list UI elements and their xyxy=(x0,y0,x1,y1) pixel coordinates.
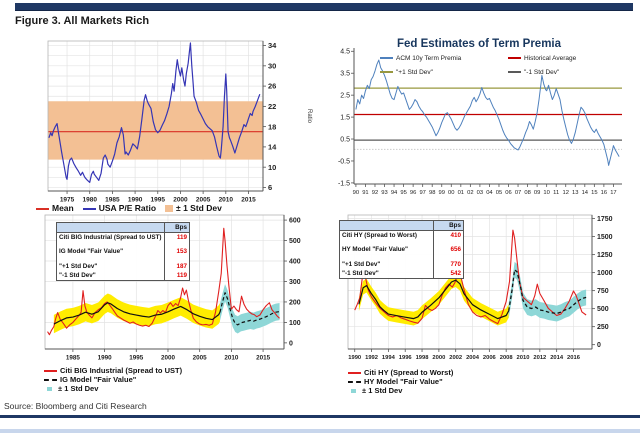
legend-label: ± 1 Std Dev xyxy=(58,384,99,393)
legend-item-citi-hy xyxy=(348,368,453,377)
svg-text:1990: 1990 xyxy=(127,196,143,204)
svg-text:17: 17 xyxy=(610,189,617,196)
svg-text:95: 95 xyxy=(400,189,407,196)
table-row xyxy=(57,233,190,243)
table-row xyxy=(340,269,464,279)
citi-big-line-swatch xyxy=(44,370,57,372)
ig-model-dash-swatch xyxy=(44,379,57,381)
svg-text:6: 6 xyxy=(268,183,273,193)
svg-text:03: 03 xyxy=(476,189,484,196)
svg-text:1975: 1975 xyxy=(59,196,75,204)
svg-text:99: 99 xyxy=(438,189,445,196)
svg-text:07: 07 xyxy=(514,189,522,196)
legend-item-hist-avg xyxy=(508,55,636,62)
svg-text:93: 93 xyxy=(381,189,388,196)
legend-item-citi-big xyxy=(44,366,182,375)
svg-text:00: 00 xyxy=(448,189,455,196)
row-label: Citi BIG Industrial (Spread to UST) xyxy=(59,234,162,242)
svg-text:2002: 2002 xyxy=(449,354,463,361)
svg-text:0.5: 0.5 xyxy=(340,136,350,144)
table-row xyxy=(340,240,464,254)
svg-text:1994: 1994 xyxy=(381,354,395,361)
svg-text:500: 500 xyxy=(597,306,609,314)
legend-item-ig-model xyxy=(44,375,182,384)
row-label: Citi HY (Spread to Worst) xyxy=(342,232,417,240)
svg-text:2010: 2010 xyxy=(218,196,234,204)
hy-model-dash-swatch xyxy=(348,381,361,383)
svg-text:05: 05 xyxy=(495,189,503,196)
pe-line-swatch xyxy=(83,208,96,210)
svg-text:96: 96 xyxy=(409,189,417,196)
svg-text:250: 250 xyxy=(597,324,609,332)
svg-text:1990: 1990 xyxy=(97,354,112,362)
source-note: Source: Bloomberg and Citi Research xyxy=(4,401,147,411)
svg-text:1250: 1250 xyxy=(597,252,613,260)
legend-label: Mean xyxy=(52,203,74,213)
svg-text:2006: 2006 xyxy=(482,354,496,361)
svg-text:400: 400 xyxy=(289,258,301,266)
bps-header-cell: Bps xyxy=(434,221,464,231)
legend-label: USA P/E Ratio xyxy=(98,203,157,213)
top-rule xyxy=(15,3,633,11)
hy-stddev-band-swatch xyxy=(351,389,356,393)
svg-text:2010: 2010 xyxy=(224,354,239,362)
bps-header-cell: Bps xyxy=(164,223,189,233)
table-row xyxy=(340,231,464,241)
table-row xyxy=(57,242,190,256)
svg-text:2004: 2004 xyxy=(466,354,479,361)
legend-label: Citi BIG Industrial (Spread to UST) xyxy=(60,366,183,375)
table-row xyxy=(57,271,190,281)
svg-text:1990: 1990 xyxy=(348,354,362,361)
svg-text:18: 18 xyxy=(268,122,277,132)
svg-text:0: 0 xyxy=(289,340,293,348)
svg-text:02: 02 xyxy=(467,189,474,196)
svg-text:-1.5: -1.5 xyxy=(337,180,350,188)
minus1sd-line-swatch xyxy=(508,71,521,73)
row-label: IG Model "Fair Value" xyxy=(59,248,124,256)
svg-text:1985: 1985 xyxy=(105,196,120,204)
figure-title: Figure 3. All Markets Rich xyxy=(15,15,150,27)
ig-stats-table xyxy=(56,222,190,281)
legend-label: ± 1 Std Dev xyxy=(176,203,222,213)
svg-text:4.5: 4.5 xyxy=(340,48,350,56)
legend-item-minus1sd xyxy=(508,69,636,76)
term-premia-chart xyxy=(324,40,634,200)
legend-label: Citi HY (Spread to Worst) xyxy=(364,368,454,377)
svg-text:13: 13 xyxy=(572,189,579,196)
svg-text:10: 10 xyxy=(543,189,550,196)
row-value: 656 xyxy=(434,240,464,254)
svg-text:14: 14 xyxy=(581,189,589,196)
table-header-row xyxy=(57,223,190,233)
empty-header-cell xyxy=(57,223,165,233)
svg-text:2015: 2015 xyxy=(241,196,256,204)
citi-hy-line-swatch xyxy=(348,372,361,374)
svg-text:1750: 1750 xyxy=(597,216,613,224)
svg-text:22: 22 xyxy=(268,101,277,111)
svg-text:1000: 1000 xyxy=(597,270,613,278)
svg-text:Ratio: Ratio xyxy=(306,108,312,124)
svg-text:2000: 2000 xyxy=(173,196,188,204)
svg-text:2012: 2012 xyxy=(533,354,547,361)
row-value: 119 xyxy=(164,271,189,281)
row-label: "+1 Std Dev" xyxy=(342,260,381,268)
svg-text:14: 14 xyxy=(268,142,277,152)
svg-text:08: 08 xyxy=(524,189,531,196)
pe-ratio-chart xyxy=(28,36,313,206)
svg-text:2005: 2005 xyxy=(195,196,211,204)
svg-text:26: 26 xyxy=(268,81,277,91)
svg-text:97: 97 xyxy=(419,189,426,196)
svg-text:1998: 1998 xyxy=(415,354,429,361)
legend-label: "-1 Std Dev" xyxy=(524,69,560,76)
svg-text:1995: 1995 xyxy=(150,196,166,204)
svg-text:2015: 2015 xyxy=(256,354,271,362)
row-label: "-1 Std Dev" xyxy=(342,269,379,277)
svg-text:-0.5: -0.5 xyxy=(337,158,350,166)
svg-text:600: 600 xyxy=(289,217,301,225)
footer-strip xyxy=(0,429,640,433)
mean-line-swatch xyxy=(36,208,49,210)
hist-avg-line-swatch xyxy=(508,57,521,59)
svg-text:04: 04 xyxy=(486,189,493,196)
svg-text:1.5: 1.5 xyxy=(340,114,350,122)
svg-text:750: 750 xyxy=(597,288,609,296)
svg-text:2000: 2000 xyxy=(432,354,446,361)
svg-text:100: 100 xyxy=(289,319,301,327)
svg-text:2000: 2000 xyxy=(160,354,175,362)
hy-stats-table xyxy=(339,220,464,279)
legend-label: "+1 Std Dev" xyxy=(396,69,433,76)
svg-text:98: 98 xyxy=(428,189,436,196)
svg-text:11: 11 xyxy=(553,189,560,196)
legend-item-hy-model xyxy=(348,377,453,386)
bottom-rule xyxy=(0,415,640,418)
svg-text:15: 15 xyxy=(591,189,598,196)
ig-legend xyxy=(44,366,182,393)
svg-text:2014: 2014 xyxy=(550,354,564,361)
legend-item-ig-stddev xyxy=(44,384,182,393)
acm-line-swatch xyxy=(380,57,393,59)
row-value: 187 xyxy=(164,257,189,271)
term-premia-legend-row2 xyxy=(380,69,636,76)
svg-text:1995: 1995 xyxy=(129,354,144,362)
row-value: 770 xyxy=(434,255,464,269)
svg-text:90: 90 xyxy=(352,189,360,196)
svg-text:30: 30 xyxy=(268,61,277,71)
svg-text:500: 500 xyxy=(289,238,301,246)
svg-text:16: 16 xyxy=(600,189,608,196)
legend-label: ± 1 Std Dev xyxy=(362,386,403,395)
legend-label: ACM 10y Term Premia xyxy=(396,55,462,62)
table-row xyxy=(57,257,190,271)
term-premia-title: Fed Estimates of Term Premia xyxy=(396,38,562,50)
empty-header-cell xyxy=(340,221,434,231)
svg-text:1992: 1992 xyxy=(365,354,379,361)
svg-text:34: 34 xyxy=(268,41,277,51)
table-header-row xyxy=(340,221,464,231)
legend-label: IG Model "Fair Value" xyxy=(60,375,137,384)
svg-text:91: 91 xyxy=(362,189,369,196)
svg-text:1996: 1996 xyxy=(398,354,412,361)
svg-text:2.5: 2.5 xyxy=(340,92,350,100)
legend-label: Historical Average xyxy=(524,55,577,62)
row-value: 410 xyxy=(434,231,464,241)
svg-text:2008: 2008 xyxy=(499,354,513,361)
svg-text:01: 01 xyxy=(457,189,465,196)
svg-text:0: 0 xyxy=(597,342,601,350)
legend-label: HY Model "Fair Value" xyxy=(364,377,443,386)
svg-text:09: 09 xyxy=(533,189,541,196)
row-value: 119 xyxy=(164,233,189,243)
legend-item-plus1sd xyxy=(380,69,508,76)
svg-text:2010: 2010 xyxy=(516,354,530,361)
row-label: "+1 Std Dev" xyxy=(59,262,98,270)
svg-text:2005: 2005 xyxy=(192,354,207,362)
svg-text:06: 06 xyxy=(505,189,512,196)
row-value: 153 xyxy=(164,242,189,256)
table-row xyxy=(340,255,464,269)
svg-text:92: 92 xyxy=(371,189,379,196)
svg-text:1500: 1500 xyxy=(597,234,613,242)
svg-text:2016: 2016 xyxy=(567,354,580,361)
svg-text:200: 200 xyxy=(289,299,301,307)
svg-text:300: 300 xyxy=(289,278,301,286)
svg-text:1980: 1980 xyxy=(82,196,97,204)
row-label: HY Model "Fair Value" xyxy=(342,246,409,254)
svg-text:94: 94 xyxy=(390,189,398,196)
legend-item-acm xyxy=(380,55,508,62)
ig-stddev-band-swatch xyxy=(47,387,52,391)
svg-text:10: 10 xyxy=(268,162,277,172)
svg-text:12: 12 xyxy=(562,189,569,196)
row-label: "-1 Std Dev" xyxy=(59,271,96,279)
svg-text:3.5: 3.5 xyxy=(340,70,350,78)
hy-legend xyxy=(348,368,453,395)
term-premia-legend-row1 xyxy=(380,55,636,62)
plus1sd-line-swatch xyxy=(380,71,393,73)
legend-item-hy-stddev xyxy=(348,386,453,395)
svg-text:1985: 1985 xyxy=(65,354,80,362)
row-value: 542 xyxy=(434,269,464,279)
